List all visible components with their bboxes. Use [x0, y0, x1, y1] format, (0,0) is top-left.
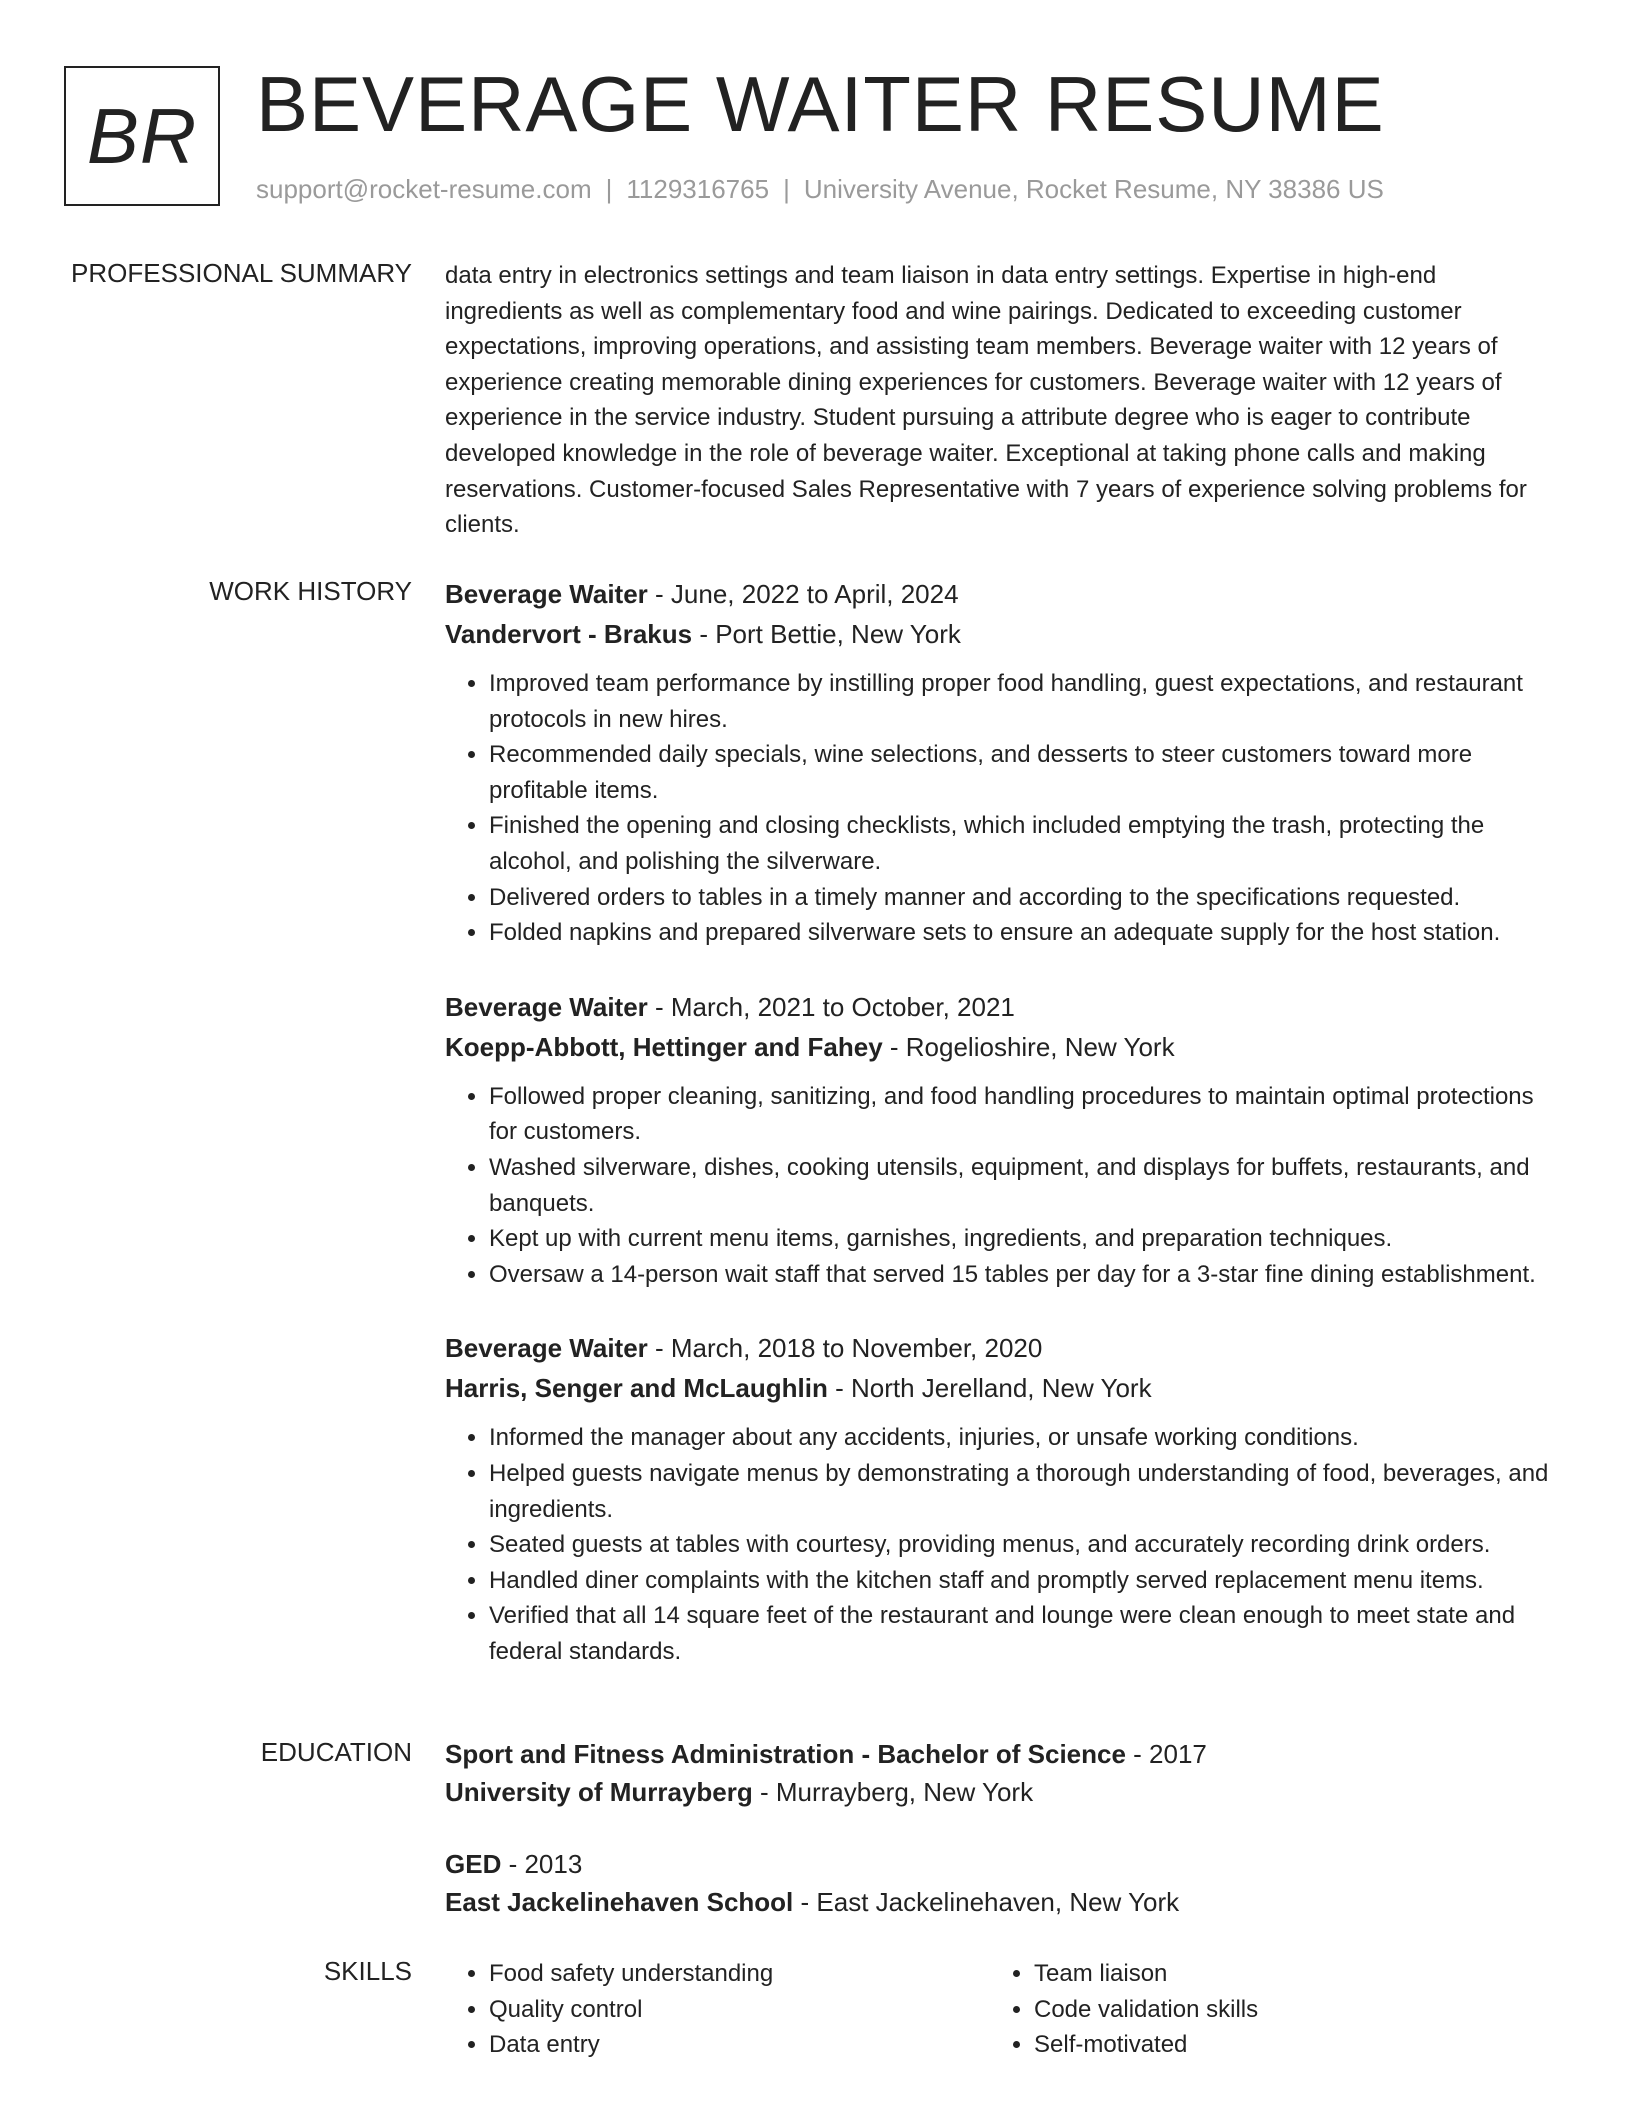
skill-item: • Quality control: [489, 1992, 990, 2028]
job-bullets: [445, 1079, 1560, 1293]
education-entry: [445, 1735, 1560, 1811]
job-location: - Rogelioshire, New York: [882, 1031, 1175, 1062]
job-employer: Koepp-Abbott, Hettinger and Fahey: [445, 1031, 883, 1062]
job-entry: [445, 987, 1560, 1293]
job-employer: Vandervort - Brakus: [445, 619, 693, 649]
skill-item: • Team liaison: [1034, 1956, 1535, 1992]
monogram-badge: BR: [64, 66, 220, 206]
job-dates: - June, 2022 to April, 2024: [647, 579, 959, 609]
job-dates: - March, 2021 to October, 2021: [647, 991, 1015, 1022]
skills-column-left: [445, 1956, 990, 2063]
list-item: • Folded napkins and prepared silverware sets to ensure an adequate supply for the host station.: [489, 915, 1560, 951]
contact-separator: |: [605, 174, 613, 204]
contact-line: [256, 174, 1384, 205]
job-role: Beverage Waiter: [445, 991, 648, 1022]
job-role: Beverage Waiter: [445, 579, 648, 609]
education-location: - East Jackelinehaven, New York: [793, 1887, 1180, 1917]
contact-email: support@rocket-resume.com: [256, 174, 592, 204]
education-school: East Jackelinehaven School: [445, 1887, 794, 1917]
skills-column-right: [990, 1956, 1535, 2063]
list-item: • Followed proper cleaning, sanitizing, and food handling procedures to maintain optimal protections for customers.: [489, 1079, 1560, 1150]
job-entry: [445, 1328, 1560, 1669]
education-school: University of Murrayberg: [445, 1777, 753, 1807]
list-item: • Kept up with current menu items, garnishes, ingredients, and preparation techniques.: [489, 1221, 1560, 1257]
work-history-heading: WORK HISTORY: [209, 576, 412, 606]
contact-address: University Avenue, Rocket Resume, NY 38386 US: [803, 174, 1384, 204]
job-location: - North Jerelland, New York: [827, 1373, 1152, 1404]
education-year: - 2017: [1125, 1739, 1207, 1769]
summary-text: data entry in electronics settings and team liaison in data entry settings. Expertise in high-end ingredients as well as complementary food and wine pairings. Dedicated to exceeding customer expectations, improving operations, and assisting team members. Beverage waiter with 12 years of experience creating memorable dining experiences for customers. Beverage waiter with 12 years of experience in the service industry. Student pursuing a attribute degree who is eager to contribute developed knowledge in the role of beverage waiter. Exceptional at taking phone calls and making reservations. Customer-focused Sales Representative with 7 years of experience solving problems for clients.: [445, 262, 1527, 539]
list-item: • Delivered orders to tables in a timely manner and according to the specifications requested.: [489, 880, 1560, 916]
education-year: - 2013: [501, 1849, 583, 1879]
education-heading: EDUCATION: [260, 1737, 412, 1767]
skills-heading: SKILLS: [323, 1956, 412, 1986]
list-item: • Helped guests navigate menus by demonstrating a thorough understanding of food, beverages, and ingredients.: [489, 1456, 1560, 1527]
list-item: • Oversaw a 14-person wait staff that served 15 tables per day for a 3-star fine dining establishment.: [489, 1257, 1560, 1293]
contact-phone: 1129316765: [626, 174, 770, 204]
skill-item: • Food safety understanding: [489, 1956, 990, 1992]
job-dates: - March, 2018 to November, 2020: [647, 1333, 1043, 1364]
list-item: • Handled diner complaints with the kitchen staff and promptly served replacement menu items.: [489, 1563, 1560, 1599]
education-location: - Murrayberg, New York: [752, 1777, 1034, 1807]
skills-grid: [445, 1956, 1560, 2063]
list-item: • Washed silverware, dishes, cooking utensils, equipment, and displays for buffets, restaurants, and banquets.: [489, 1150, 1560, 1221]
list-item: • Verified that all 14 square feet of the restaurant and lounge were clean enough to meet state and federal standards.: [489, 1598, 1560, 1669]
job-entry: [445, 574, 1560, 951]
list-item: • Seated guests at tables with courtesy, providing menus, and accurately recording drink orders.: [489, 1527, 1560, 1563]
education-entry: [445, 1845, 1560, 1921]
education-degree: Sport and Fitness Administration - Bachelor of Science: [445, 1739, 1126, 1769]
skill-item: • Code validation skills: [1034, 1992, 1535, 2028]
skill-item: • Data entry: [489, 2027, 990, 2063]
job-employer: Harris, Senger and McLaughlin: [445, 1373, 828, 1404]
education-degree: GED: [445, 1849, 502, 1879]
resume-title: BEVERAGE WAITER RESUME: [256, 60, 1385, 148]
summary-heading: PROFESSIONAL SUMMARY: [71, 258, 412, 288]
skill-item: • Self-motivated: [1034, 2027, 1535, 2063]
job-bullets: [445, 666, 1560, 951]
list-item: • Recommended daily specials, wine selections, and desserts to steer customers toward more profitable items.: [489, 737, 1560, 808]
list-item: • Improved team performance by instilling proper food handling, guest expectations, and restaurant protocols in new hires.: [489, 666, 1560, 737]
job-role: Beverage Waiter: [445, 1333, 648, 1364]
list-item: • Finished the opening and closing checklists, which included emptying the trash, protecting the alcohol, and polishing the silverware.: [489, 808, 1560, 879]
list-item: • Informed the manager about any accidents, injuries, or unsafe working conditions.: [489, 1420, 1560, 1456]
contact-separator: |: [783, 174, 790, 204]
job-bullets: [445, 1420, 1560, 1669]
job-location: - Port Bettie, New York: [692, 619, 961, 649]
